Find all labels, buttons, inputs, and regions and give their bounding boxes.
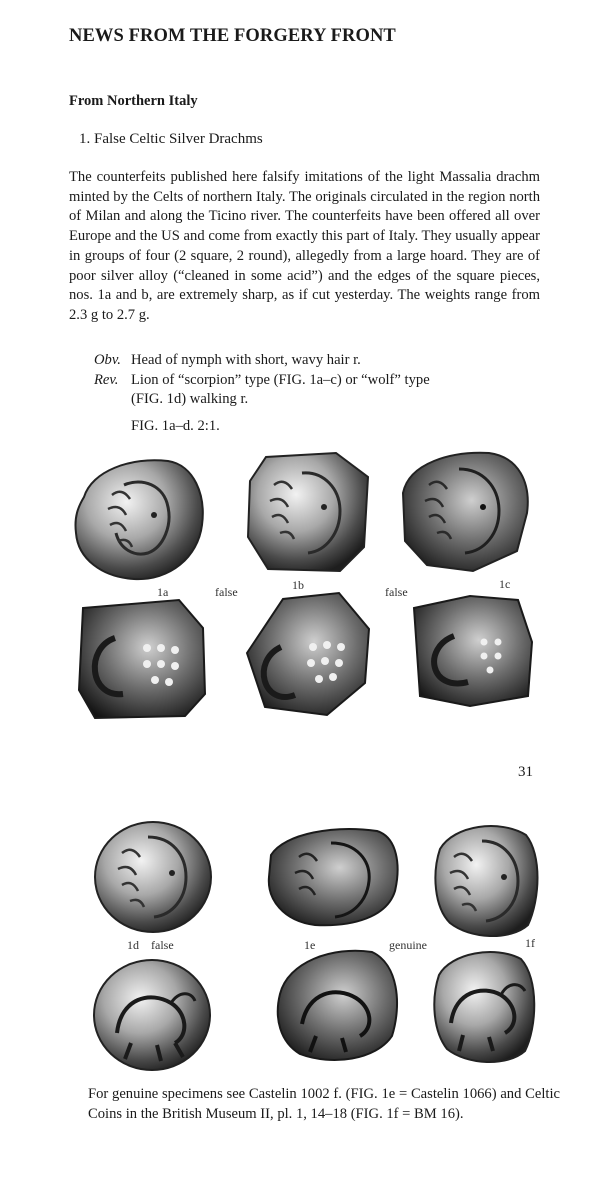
caption-1a: 1a bbox=[157, 585, 169, 599]
page-title: NEWS FROM THE FORGERY FRONT bbox=[69, 26, 396, 46]
body-paragraph: The counterfeits published here falsify imitations of the light Massalia drachm minted by the Celts of northern Italy. The originals circulated in the region north of Milan and along the Ticino river. The counterfeits have been offered all over Europe and the US and come from exactly this part of Italy. They usually appear in groups of four (2 square, 2 round), allegedly from a large hoard. They are of poor silver alloy (“cleaned in some acid”) and the edges of the square pieces, nos. 1a and b, are extremely sharp, as if cut yesterday. The weights range from 2.3 g to 2.7 g. bbox=[69, 169, 540, 323]
item-heading: 1. False Celtic Silver Drachms bbox=[79, 131, 263, 147]
coin-1a-obverse bbox=[72, 455, 208, 585]
caption-false: false bbox=[215, 585, 238, 599]
coin-1d-obverse bbox=[92, 819, 214, 935]
reverse-text-line-2: (FIG. 1d) walking r. bbox=[131, 391, 249, 407]
reverse-label: Rev. bbox=[94, 371, 119, 388]
coin-1e-obverse bbox=[265, 825, 403, 929]
caption-false: false bbox=[385, 585, 408, 599]
caption-1c: 1c bbox=[499, 577, 511, 591]
caption-1e: 1e bbox=[304, 938, 316, 952]
footer-note: For genuine specimens see Castelin 1002 f. (FIG. 1e = Castelin 1066) and Celtic Coins in the British Museum II, pl. 1, 14–18 (FIG. 1f = BM 16). bbox=[88, 1086, 560, 1122]
coin-1c-obverse bbox=[399, 449, 533, 575]
coin-1f-reverse bbox=[431, 945, 539, 1067]
coin-1c-reverse bbox=[410, 592, 534, 708]
caption-genuine: genuine bbox=[389, 938, 427, 952]
coin-1b-obverse bbox=[244, 451, 372, 575]
obverse-text: Head of nymph with short, wavy hair r. bbox=[131, 352, 361, 368]
caption-1d: 1d bbox=[127, 938, 139, 952]
reverse-text-line-1: Lion of “scorpion” type (FIG. 1a–c) or “wolf” type bbox=[131, 371, 430, 388]
caption-false: false bbox=[151, 938, 174, 952]
page-number: 31 bbox=[518, 764, 533, 780]
coin-1e-reverse bbox=[272, 944, 404, 1068]
coin-1d-reverse bbox=[91, 957, 213, 1073]
obverse-label: Obv. bbox=[94, 352, 121, 368]
caption-1f: 1f bbox=[525, 936, 535, 950]
coin-1f-obverse bbox=[430, 819, 542, 941]
coin-description bbox=[94, 351, 430, 410]
coin-1a-reverse bbox=[75, 598, 209, 720]
caption-1b: 1b bbox=[292, 578, 304, 592]
section-heading: From Northern Italy bbox=[69, 93, 198, 109]
figure-reference: FIG. 1a–d. 2:1. bbox=[131, 418, 220, 434]
coin-1b-reverse bbox=[243, 591, 373, 719]
